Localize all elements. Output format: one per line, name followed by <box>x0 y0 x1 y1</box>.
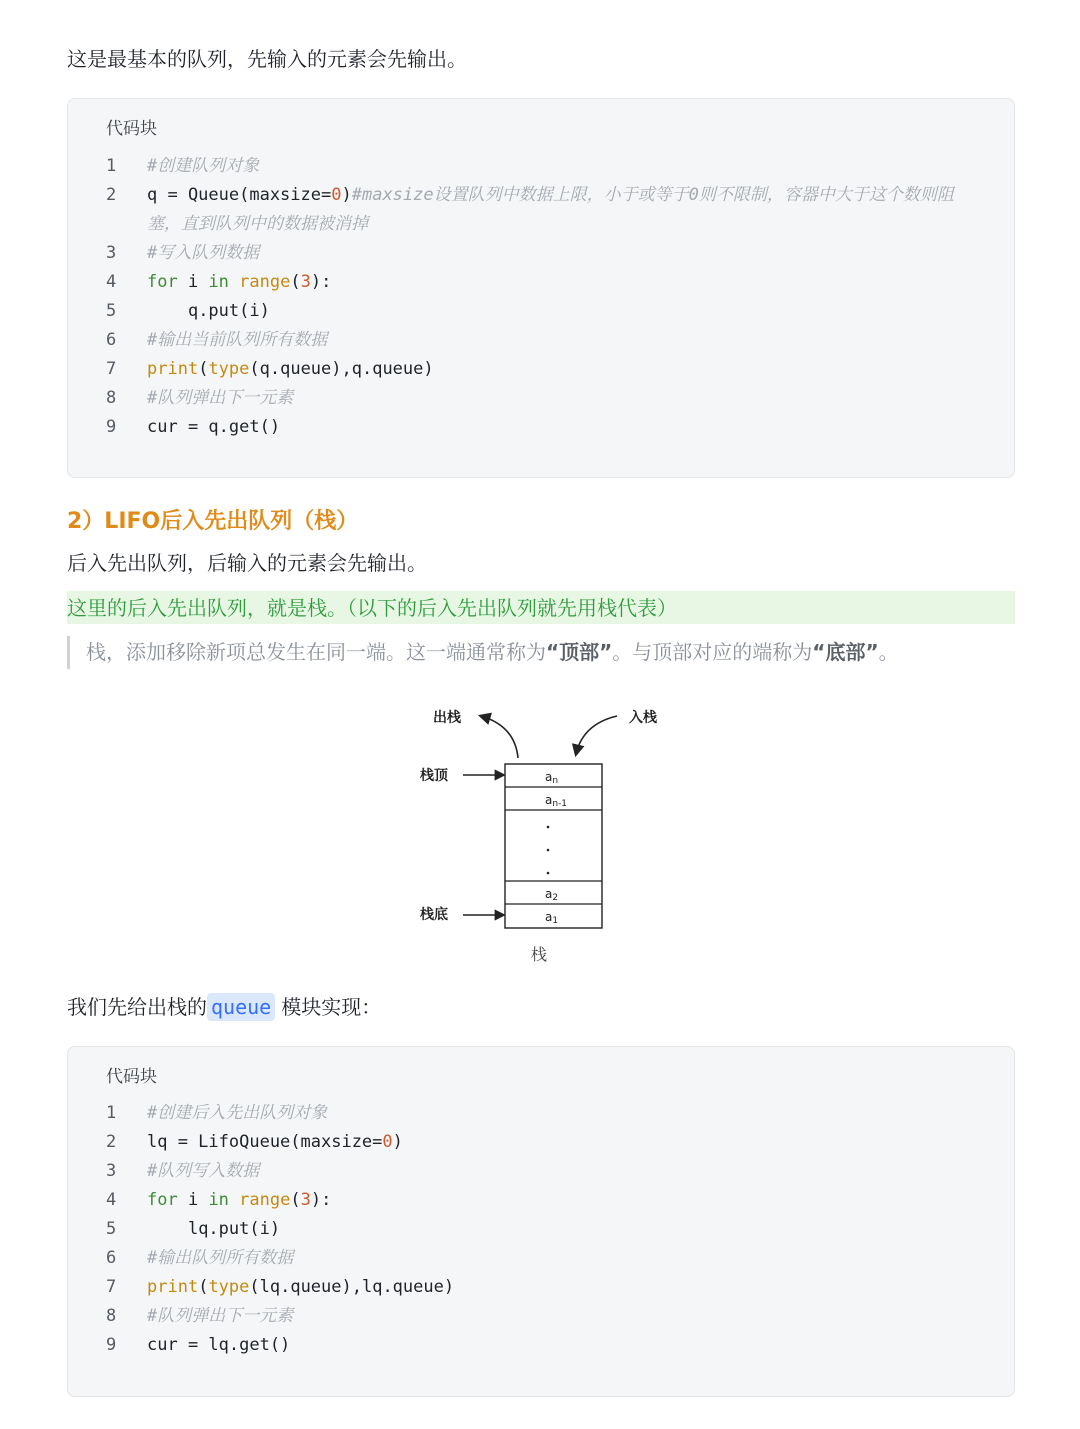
code-token: cur = q.get() <box>147 417 281 437</box>
code-token: 0 <box>382 1132 393 1152</box>
stack-cell-an-1: an-1 <box>545 793 568 809</box>
stack-cell-a2: a2 <box>545 887 559 903</box>
code-token: #创建后入先出队列对象 <box>147 1103 328 1123</box>
out-stack-label: 出栈 <box>433 710 461 726</box>
highlight-text: 这里的后入先出队列，就是栈。（以下的后入先出队列就先用栈代表） <box>67 596 677 620</box>
quote-text: 栈，添加移除新项总发生在同一端。这一端通常称为“顶部”。与顶部对应的端称为“底部”。 <box>86 640 899 664</box>
code-content <box>147 1157 259 1186</box>
code-token: i <box>177 272 209 292</box>
code-token: for <box>147 1190 178 1210</box>
code-token: #maxsize设置队列中数据上限，小于或等于0则不限制，容器中大于这个数则阻塞，直到队列中的数据被消掉 <box>147 185 954 234</box>
code-token: q = Queue(maxsize= <box>147 185 332 205</box>
ellipsis-dot <box>547 826 550 829</box>
stack-top-label: 栈顶 <box>420 768 448 784</box>
code-block-title: 代码块 <box>106 119 157 139</box>
code-token: ( <box>290 272 301 292</box>
ellipsis-dot <box>547 849 550 852</box>
line-number: 2 <box>106 1132 117 1152</box>
line-number: 1 <box>106 156 117 176</box>
code-token: range <box>239 1190 291 1210</box>
ellipsis-dot <box>547 872 550 875</box>
code-token: type <box>208 1277 250 1297</box>
code-block-1 <box>67 98 1015 478</box>
code-token: 0 <box>331 185 342 205</box>
code-token: lq = LifoQueue(maxsize= <box>147 1132 383 1152</box>
line-number: 6 <box>106 1248 117 1268</box>
code-token: lq.put(i) <box>147 1219 281 1239</box>
code-token: (lq.queue),lq.queue) <box>249 1277 455 1297</box>
code-content <box>147 297 270 326</box>
code-content <box>147 1128 403 1157</box>
code-content <box>147 152 259 181</box>
code-token <box>229 1190 239 1210</box>
code-token: ): <box>310 1190 332 1210</box>
line-number: 2 <box>106 185 117 205</box>
code-content <box>147 239 259 268</box>
line-number: 3 <box>106 1161 117 1181</box>
inline-code-queue: queue <box>207 993 275 1021</box>
line-number: 3 <box>106 243 117 263</box>
line-number: 5 <box>106 1219 117 1239</box>
code-token: type <box>208 359 250 379</box>
lifo-paragraph: 后入先出队列，后输入的元素会先输出。 <box>67 551 427 575</box>
code-token: #队列弹出下一元素 <box>147 388 294 408</box>
code-content <box>147 413 280 442</box>
code-content <box>147 1186 331 1215</box>
code-token: #创建队列对象 <box>147 156 260 176</box>
code-token: range <box>239 272 291 292</box>
code-token: i <box>177 1190 209 1210</box>
line-number: 8 <box>106 1306 117 1326</box>
code-token: #队列写入数据 <box>147 1161 260 1181</box>
code-token: #队列弹出下一元素 <box>147 1306 294 1326</box>
stack-diagram <box>405 690 685 970</box>
code-token: in <box>208 1190 229 1210</box>
highlight-block <box>67 591 1015 624</box>
code-token: in <box>208 272 229 292</box>
code-content <box>147 181 977 239</box>
code-token: #写入队列数据 <box>147 243 260 263</box>
code-content <box>147 1099 327 1128</box>
code-token: (q.queue),q.queue) <box>249 359 434 379</box>
code-token: 3 <box>300 1190 311 1210</box>
out-arrow <box>481 716 518 758</box>
line-number: 7 <box>106 1277 117 1297</box>
section-heading: 2）LIFO后入先出队列（栈） <box>67 509 359 534</box>
code-content <box>147 268 331 297</box>
code-token: #输出当前队列所有数据 <box>147 330 328 350</box>
code-token: ) <box>341 185 352 205</box>
code-token: 3 <box>300 272 311 292</box>
code-content <box>147 326 327 355</box>
stack-diagram-svg <box>405 690 685 970</box>
intro-paragraph: 这是最基本的队列，先输入的元素会先输出。 <box>67 47 467 71</box>
line-number: 9 <box>106 417 117 437</box>
code-token: ( <box>290 1190 301 1210</box>
code-token: #输出队列所有数据 <box>147 1248 294 1268</box>
code-content <box>147 1302 293 1331</box>
code-content <box>147 355 434 384</box>
blockquote <box>67 636 899 669</box>
line-number: 6 <box>106 330 117 350</box>
line-number: 1 <box>106 1103 117 1123</box>
stack-caption: 栈 <box>531 945 548 964</box>
code-token: for <box>147 272 178 292</box>
line-number: 8 <box>106 388 117 408</box>
line-number: 7 <box>106 359 117 379</box>
code-token <box>229 272 239 292</box>
code-content <box>147 1244 293 1273</box>
code-content <box>147 1215 280 1244</box>
code-content <box>147 384 293 413</box>
code-token: ( <box>198 359 209 379</box>
stack-cell-an: an <box>545 770 559 786</box>
code-block-title: 代码块 <box>106 1067 157 1087</box>
code-block-2 <box>67 1046 1015 1397</box>
code-content <box>147 1273 454 1302</box>
code-token: print <box>147 1277 199 1297</box>
code-token: ): <box>310 272 332 292</box>
code-token: cur = lq.get() <box>147 1335 291 1355</box>
code-token: ) <box>392 1132 403 1152</box>
line-number: 5 <box>106 301 117 321</box>
code-token: print <box>147 359 199 379</box>
line-number: 4 <box>106 1190 117 1210</box>
code-token: ( <box>198 1277 209 1297</box>
code-token: q.put(i) <box>147 301 270 321</box>
stack-bottom-label: 栈底 <box>420 907 448 923</box>
line-number: 9 <box>106 1335 117 1355</box>
line-number: 4 <box>106 272 117 292</box>
stack-cell-a1: a1 <box>545 910 559 926</box>
queue-module-paragraph: 我们先给出栈的 queue 模块实现： <box>67 995 382 1019</box>
in-stack-label: 入栈 <box>629 710 657 726</box>
code-content <box>147 1331 290 1360</box>
in-arrow <box>576 716 617 754</box>
